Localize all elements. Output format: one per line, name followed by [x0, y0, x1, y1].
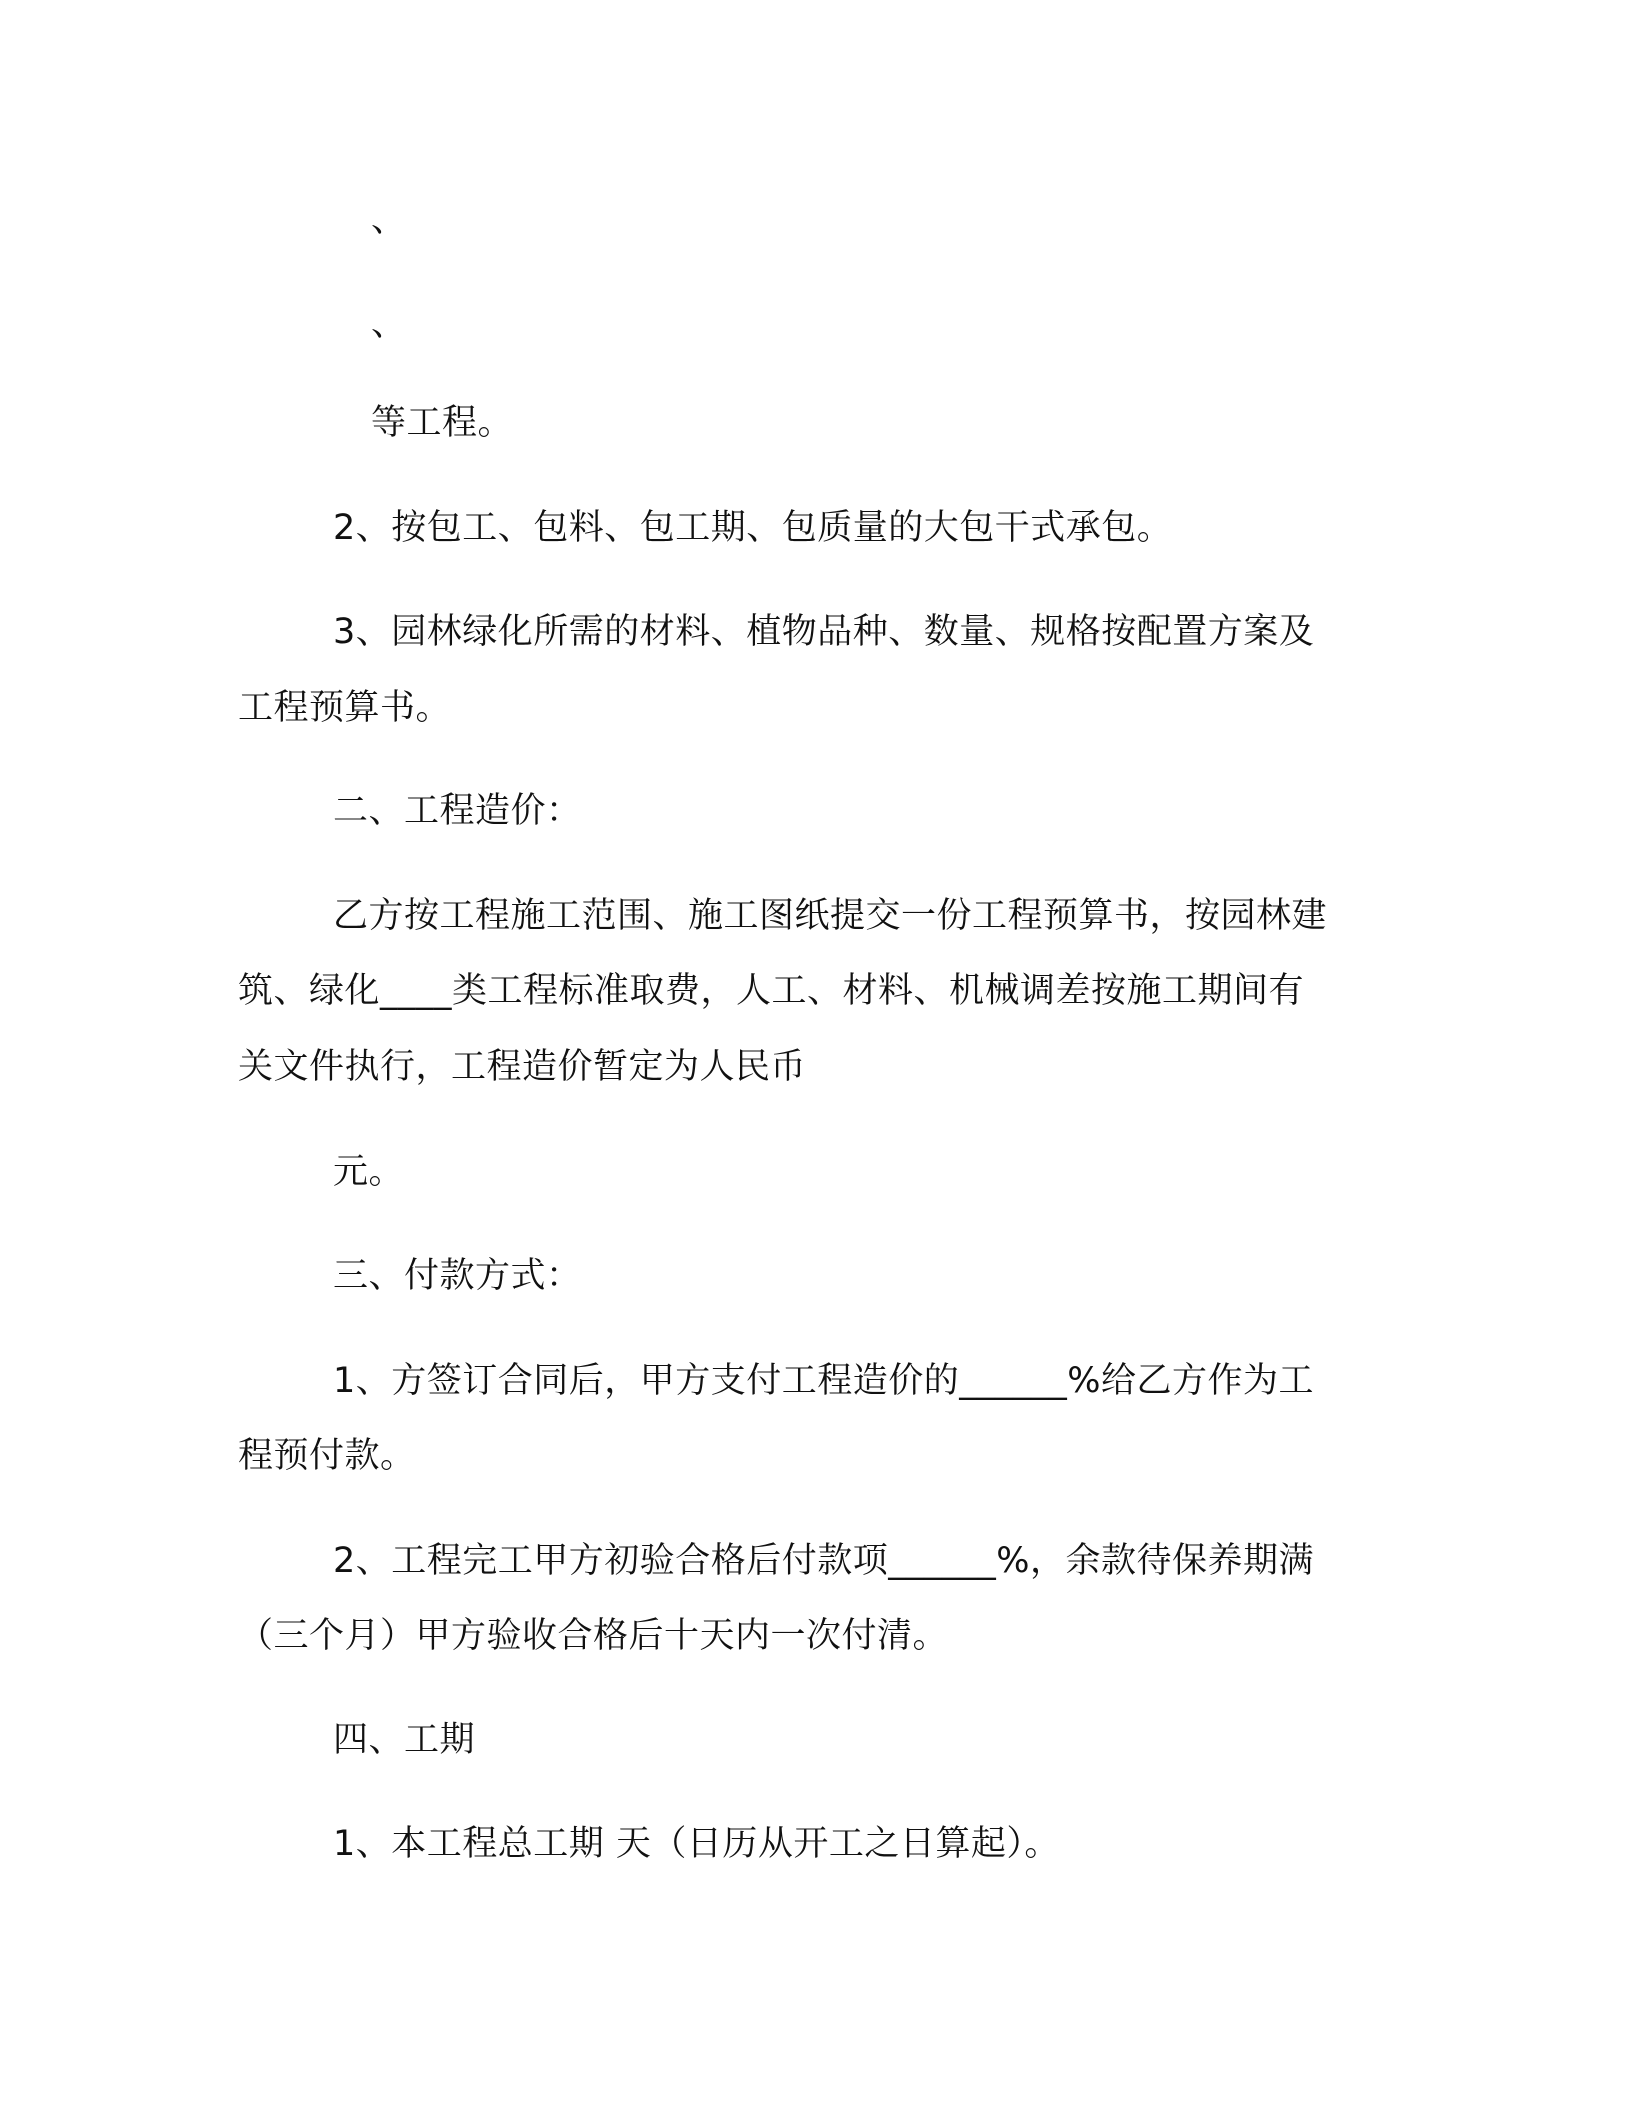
payment-clause-1-line-1: 1、方签订合同后，甲方支付工程造价的______%给乙方作为工 — [333, 1361, 1315, 1401]
list-item-blank-2: 、 — [371, 304, 407, 344]
clause-3-materials-cont: 工程预算书。 — [238, 688, 452, 728]
clause-2-contract-mode: 2、按包工、包料、包工期、包质量的大包干式承包。 — [333, 508, 1173, 548]
cost-paragraph-line-1: 乙方按工程施工范围、施工图纸提交一份工程预算书，按园林建 — [333, 896, 1328, 936]
payment-clause-2-line-1: 2、工程完工甲方初验合格后付款项______%，余款待保养期满 — [333, 1541, 1315, 1581]
payment-clause-1-line-2: 程预付款。 — [238, 1436, 416, 1476]
scope-ending-text: 等工程。 — [371, 403, 514, 443]
list-item-blank-1: 、 — [371, 200, 407, 240]
cost-paragraph-unit: 元。 — [333, 1152, 405, 1192]
section-3-heading: 三、付款方式： — [333, 1256, 582, 1296]
cost-paragraph-line-3: 关文件执行，工程造价暂定为人民币 — [238, 1047, 807, 1087]
section-2-heading: 二、工程造价： — [333, 791, 582, 831]
cost-paragraph-line-2: 筑、绿化____类工程标准取费，人工、材料、机械调差按施工期间有 — [238, 971, 1305, 1011]
payment-clause-2-line-2: （三个月）甲方验收合格后十天内一次付清。 — [238, 1616, 949, 1656]
schedule-clause-1: 1、本工程总工期 天（日历从开工之日算起）。 — [333, 1824, 1060, 1864]
section-4-heading: 四、工期 — [333, 1720, 476, 1760]
clause-3-materials: 3、园林绿化所需的材料、植物品种、数量、规格按配置方案及 — [333, 612, 1315, 652]
